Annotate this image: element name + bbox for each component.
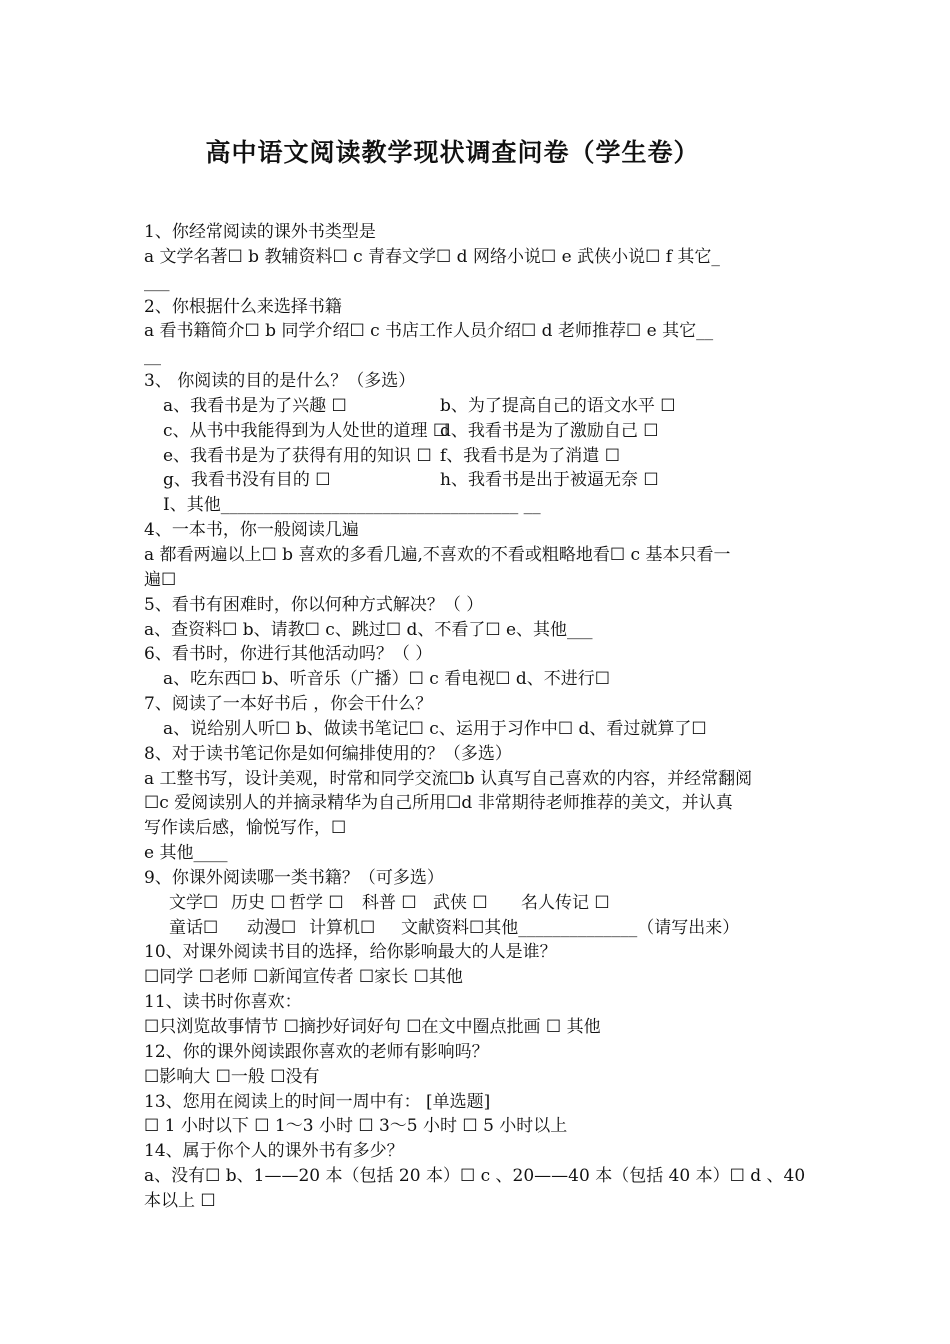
q6-options: a、吃东西☐ b、听音乐（广播）☐ c 看电视☐ d、不进行☐ — [163, 669, 610, 690]
q8-options-cont: 写作读后感，愉悦写作，☐ — [144, 818, 347, 839]
q3-option-d: d、我看书是为了激励自己 ☐ — [440, 420, 659, 441]
q11-options: ☐只浏览故事情节 ☐摘抄好词好句 ☐在文中圈点批画 ☐ 其他 — [144, 1017, 601, 1037]
q9-option-other: 其他______________（请写出来） — [484, 917, 740, 938]
q9-options-row — [144, 916, 809, 941]
q13-options: ☐ 1 小时以下 ☐ 1～3 小时 ☐ 3～5 小时 ☐ 5 小时以上 — [144, 1116, 568, 1137]
q9-option: 动漫☐ — [247, 917, 297, 938]
q3-prompt: 3、 你阅读的目的是什么？（多选） — [144, 371, 416, 392]
q12-options: ☐影响大 ☐一般 ☐没有 — [144, 1066, 320, 1087]
q2-options-cont: __ — [144, 346, 161, 367]
q9-option: 名人传记 ☐ — [521, 892, 610, 913]
q4-options: a 都看两遍以上☐ b 喜欢的多看几遍,不喜欢的不看或粗略地看☐ c 基本只看一 — [144, 544, 731, 565]
q3-option-other: I、其他___________________________________ __ — [163, 495, 541, 516]
q3-option-e: e、我看书是为了获得有用的知识 ☐ — [163, 445, 432, 466]
q3-option-a: a、我看书是为了兴趣 ☐ — [163, 395, 347, 416]
q11-prompt: 11、读书时你喜欢： — [144, 992, 302, 1013]
questionnaire-body — [144, 220, 809, 1214]
q3-option-b: b、为了提高自己的语文水平 ☐ — [440, 395, 676, 416]
q1-options: a 文学名著☐ b 教辅资料☐ c 青春文学☐ d 网络小说☐ e 武侠小说☐ f 其它_ — [144, 246, 720, 267]
q9-option: 文献资料☐ — [401, 917, 485, 938]
q9-option: 文学☐ — [169, 892, 219, 913]
q10-options: ☐同学 ☐老师 ☐新闻宣传者 ☐家长 ☐其他 — [144, 967, 463, 988]
q9-option: 武侠 ☐ — [433, 892, 488, 913]
q3-options-row — [144, 419, 809, 444]
q8-option-other: e 其他____ — [144, 843, 228, 864]
q4-options-cont: 遍☐ — [144, 569, 177, 590]
q12-prompt: 12、你的课外阅读跟你喜欢的老师有影响吗？ — [144, 1041, 489, 1062]
q10-prompt: 10、对课外阅读书目的选择，给你影响最大的人是谁？ — [144, 942, 557, 963]
q9-option: 科普 ☐ — [362, 892, 417, 913]
q9-option: 历史 ☐ — [231, 892, 286, 913]
q9-option: 童话☐ — [169, 917, 219, 938]
q1-options-cont: ___ — [144, 271, 170, 292]
q7-prompt: 7、阅读了一本好书后 ，你会干什么？ — [144, 694, 433, 715]
q5-options: a、查资料☐ b、请教☐ c、跳过☐ d、不看了☐ e、其他___ — [144, 619, 593, 640]
q3-options-row — [144, 444, 809, 469]
q3-options-row — [144, 468, 809, 493]
q3-option-c: c、从书中我能得到为人处世的道理 ☐ — [163, 420, 449, 441]
q3-option-h: h、我看书是出于被逼无奈 ☐ — [440, 470, 659, 491]
q8-options-cont: ☐c 爱阅读别人的并摘录精华为自己所用☐d 非常期待老师推荐的美文，并认真 — [144, 793, 733, 814]
document-title: 高中语文阅读教学现状调查问卷（学生卷） — [205, 138, 700, 167]
q3-options-row — [144, 394, 809, 419]
q14-options: a、没有☐ b、1——20 本（包括 20 本）☐ c 、20——40 本（包括 40 本）☐ d 、40 — [144, 1166, 806, 1187]
q2-prompt: 2、你根据什么来选择书籍 — [144, 296, 342, 317]
q13-prompt: 13、您用在阅读上的时间一周中有： [单选题] — [144, 1091, 491, 1112]
q8-options: a 工整书写，设计美观，时常和同学交流☐b 认真写自己喜欢的内容，并经常翻阅 — [144, 768, 753, 789]
q6-prompt: 6、看书时，你进行其他活动吗？（ ） — [144, 644, 433, 665]
q3-option-f: f、我看书是为了消遣 ☐ — [440, 445, 620, 466]
q8-prompt: 8、对于读书笔记你是如何编排使用的？（多选） — [144, 743, 512, 764]
q9-option: 计算机☐ — [309, 917, 376, 938]
q5-prompt: 5、看书有困难时，你以何种方式解决？（ ） — [144, 594, 484, 615]
q4-prompt: 4、一本书，你一般阅读几遍 — [144, 520, 359, 541]
q3-option-g: g、我看书没有目的 ☐ — [163, 470, 331, 491]
q9-options-row — [144, 891, 809, 916]
q9-option: 哲学 ☐ — [289, 892, 344, 913]
q2-options: a 看书籍简介☐ b 同学介绍☐ c 书店工作人员介绍☐ d 老师推荐☐ e 其它__ — [144, 321, 714, 342]
q14-options-cont: 本以上 ☐ — [144, 1190, 216, 1211]
q7-options: a、说给别人听☐ b、做读书笔记☐ c、运用于习作中☐ d、看过就算了☐ — [163, 718, 707, 739]
q1-prompt: 1、你经常阅读的课外书类型是 — [144, 222, 376, 242]
q14-prompt: 14、属于你个人的课外书有多少？ — [144, 1141, 404, 1162]
q9-prompt: 9、你课外阅读哪一类书籍？（可多选） — [144, 867, 444, 888]
